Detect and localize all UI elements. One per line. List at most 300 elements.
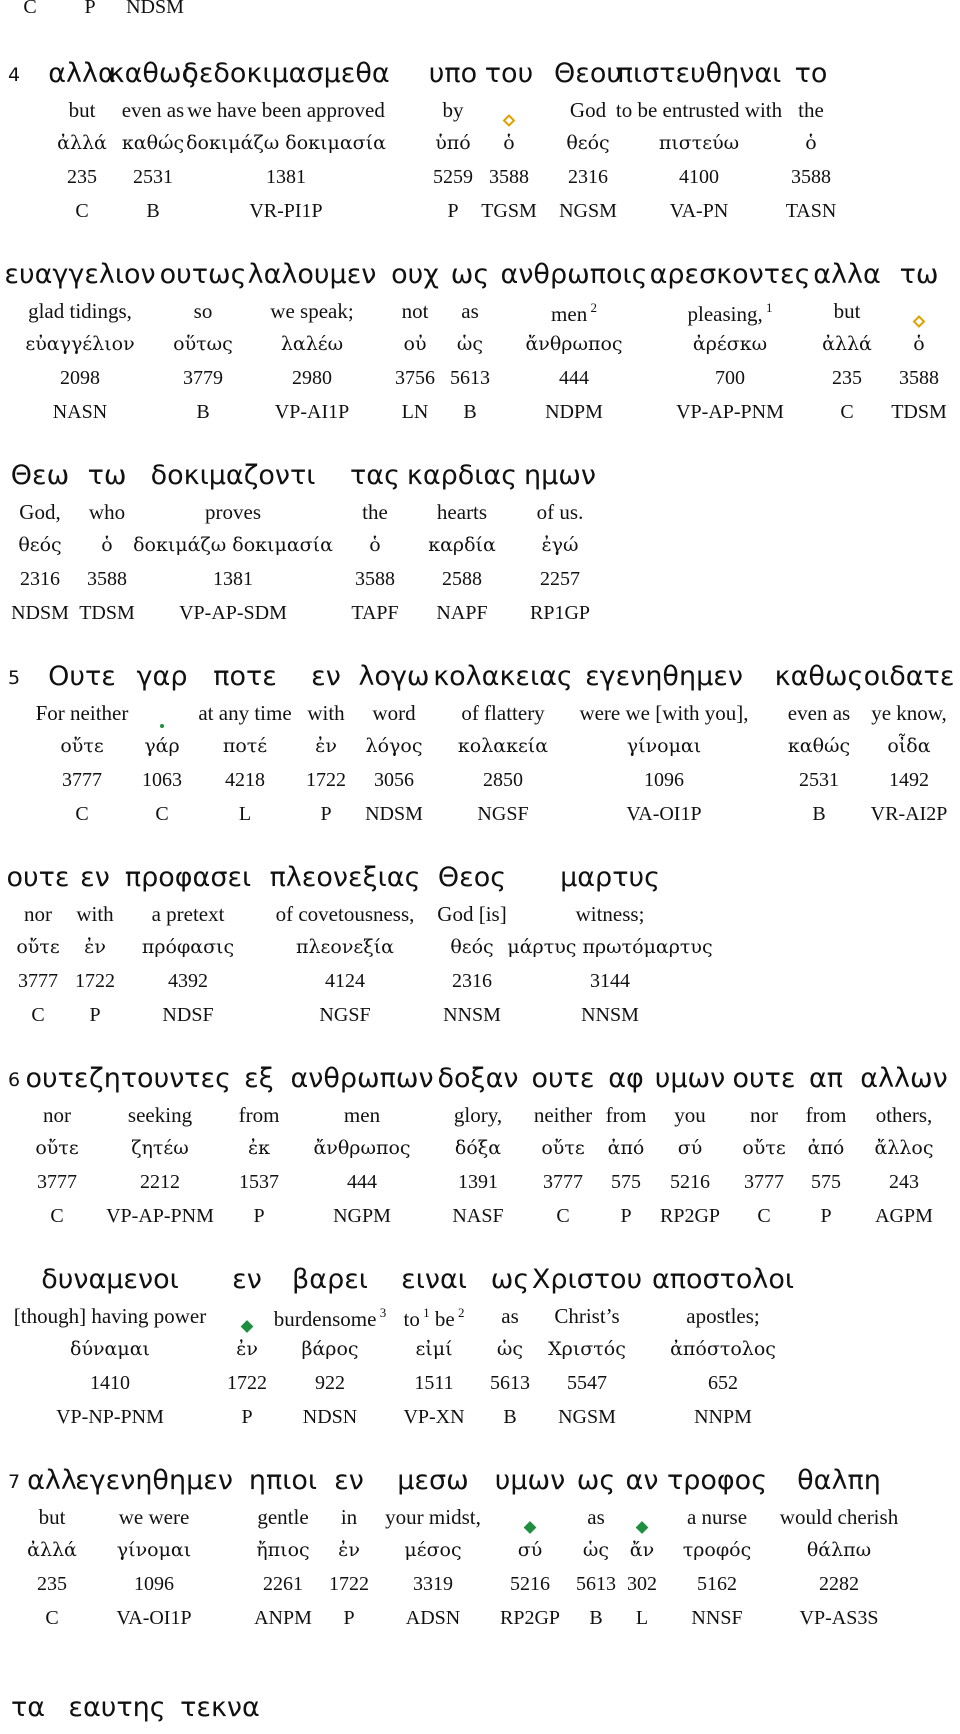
english-gloss: even as xyxy=(787,701,851,725)
english-gloss: we were xyxy=(118,1505,190,1529)
english-gloss: Christ’s xyxy=(554,1304,620,1328)
strongs-number: 700 xyxy=(715,367,745,389)
lemma: οὕτως xyxy=(173,333,233,355)
greek-word: τω xyxy=(899,259,939,290)
greek-word: λογω xyxy=(358,661,430,692)
lemma: ὁ xyxy=(913,333,925,355)
lemma: μάρτυς πρωτόμαρτυς xyxy=(507,936,713,958)
english-gloss: nor xyxy=(43,1103,71,1127)
strongs-number: 1722 xyxy=(75,970,115,992)
english-gloss: seeking xyxy=(127,1103,193,1127)
strongs-number: 235 xyxy=(37,1573,67,1595)
morph-code: NNSM xyxy=(581,1004,639,1026)
english-gloss: witness; xyxy=(575,902,645,926)
morph-code: C xyxy=(155,803,169,825)
morph-code: VR-AI2P xyxy=(870,803,948,825)
strongs-number: 4100 xyxy=(679,166,719,188)
strongs-number: 575 xyxy=(811,1171,841,1193)
strongs-number: 3779 xyxy=(183,367,223,389)
strongs-number: 2098 xyxy=(60,367,100,389)
greek-word: αλλα xyxy=(813,259,881,290)
lemma: ἄνθρωπος xyxy=(313,1137,411,1159)
greek-word: ανθρωποις xyxy=(500,259,648,290)
lemma: ὁ xyxy=(369,534,381,556)
strongs-number: 922 xyxy=(315,1372,345,1394)
lemma: οὔτε xyxy=(742,1137,786,1159)
morph-code: B xyxy=(196,401,210,423)
lemma: καθώς xyxy=(121,132,185,154)
morph-code: P xyxy=(620,1205,632,1227)
greek-word: τα xyxy=(10,1692,46,1723)
morph-code: ADSN xyxy=(405,1607,461,1629)
morph-code: C xyxy=(23,0,37,18)
greek-word: αλλα xyxy=(48,58,116,89)
morph-code: NAPF xyxy=(436,602,488,624)
greek-word: ποτε xyxy=(213,661,277,692)
english-gloss: [though] having power xyxy=(13,1304,207,1328)
english-gloss: a pretext xyxy=(151,902,225,926)
greek-word: αρεσκοντες xyxy=(649,259,811,290)
english-gloss-text: be xyxy=(429,1307,455,1331)
strongs-number: 2261 xyxy=(263,1573,303,1595)
english-gloss: of covetousness, xyxy=(275,902,415,926)
lemma: ὁ xyxy=(805,132,817,154)
english-gloss: at any time xyxy=(198,701,292,725)
lemma: ὁ xyxy=(503,132,515,154)
morph-code: NDPM xyxy=(545,401,603,423)
lemma: ποτέ xyxy=(222,735,268,757)
strongs-number: 3756 xyxy=(395,367,435,389)
greek-word: ουτε xyxy=(732,1063,796,1094)
dot-icon xyxy=(160,724,164,728)
morph-code: NDSN xyxy=(302,1406,358,1428)
greek-word: εξ xyxy=(244,1063,274,1094)
english-gloss: ye know, xyxy=(871,701,947,725)
strongs-number: 302 xyxy=(627,1573,657,1595)
lemma: ὑπό xyxy=(435,132,471,154)
diamond-icon xyxy=(524,1521,537,1534)
lemma: σύ xyxy=(677,1137,703,1159)
morph-code: B xyxy=(589,1607,603,1629)
strongs-number: 1381 xyxy=(266,166,306,188)
strongs-number: 1063 xyxy=(142,769,182,791)
lemma: οὔτε xyxy=(541,1137,585,1159)
strongs-number: 5613 xyxy=(450,367,490,389)
greek-word: αλλ xyxy=(27,1465,77,1496)
english-gloss: from xyxy=(805,1103,847,1127)
morph-code: B xyxy=(503,1406,517,1428)
lemma: ἀπόστολος xyxy=(670,1338,776,1360)
morph-code: P xyxy=(241,1406,253,1428)
lemma: ἄλλος xyxy=(874,1137,934,1159)
morph-code: NGSM xyxy=(559,200,617,222)
lemma: ζητέω xyxy=(131,1137,189,1159)
morph-code: VA-OI1P xyxy=(116,1607,192,1629)
lemma: καθώς xyxy=(787,735,851,757)
english-gloss: of flattery xyxy=(461,701,545,725)
morph-code: P xyxy=(253,1205,265,1227)
greek-word: ουτε xyxy=(531,1063,595,1094)
lemma: ἐν xyxy=(338,1539,360,1561)
greek-word: εν xyxy=(334,1465,364,1496)
lemma: ἀπό xyxy=(807,1137,845,1159)
morph-code: VP-AP-PNM xyxy=(106,1205,214,1227)
morph-code: C xyxy=(556,1205,570,1227)
morph-code: P xyxy=(320,803,332,825)
english-gloss: God [is] xyxy=(437,902,507,926)
english-gloss: you xyxy=(674,1103,706,1127)
greek-word: ανθρωπων xyxy=(290,1063,434,1094)
morph-code: VA-OI1P xyxy=(626,803,702,825)
greek-word: ως xyxy=(490,1264,530,1295)
greek-word: του xyxy=(484,58,534,89)
greek-word: οιδατε xyxy=(863,661,955,692)
english-gloss xyxy=(404,1307,465,1332)
strongs-number: 1096 xyxy=(644,769,684,791)
morph-code: NASN xyxy=(52,401,108,423)
greek-word: ζητουντες xyxy=(89,1063,231,1094)
lemma: ἀλλά xyxy=(27,1539,77,1561)
greek-word: δοκιμαζοντι xyxy=(150,460,316,491)
lemma: θάλπω xyxy=(806,1539,872,1561)
english-gloss: men xyxy=(343,1103,381,1127)
lemma: οἶδα xyxy=(887,735,931,757)
greek-word: Θεω xyxy=(10,460,70,491)
lemma: μέσος xyxy=(404,1539,462,1561)
diamond-icon xyxy=(636,1521,649,1534)
english-gloss xyxy=(274,1307,386,1332)
greek-word: ουτως xyxy=(159,259,247,290)
morph-code: C xyxy=(840,401,854,423)
greek-word: θαλπη xyxy=(797,1465,881,1496)
morph-code: TDSM xyxy=(79,602,135,624)
english-gloss: God xyxy=(569,98,607,122)
strongs-number: 2316 xyxy=(20,568,60,590)
strongs-number: 3588 xyxy=(791,166,831,188)
lemma: εἰμί xyxy=(415,1338,453,1360)
lemma: πιστεύω xyxy=(658,132,740,154)
strongs-number: 5216 xyxy=(510,1573,550,1595)
word-order-marker: 2 xyxy=(454,1305,465,1320)
english-gloss: we have been approved xyxy=(187,98,385,122)
morph-code: RP2GP xyxy=(659,1205,721,1227)
lemma: ἀπό xyxy=(607,1137,645,1159)
greek-word: καρδιας xyxy=(406,460,518,491)
lemma: οὔτε xyxy=(35,1137,79,1159)
strongs-number: 2316 xyxy=(568,166,608,188)
strongs-number: 2531 xyxy=(133,166,173,188)
lemma: ὁ xyxy=(101,534,113,556)
lemma: καρδία xyxy=(428,534,496,556)
greek-word: αποστολοι xyxy=(651,1264,795,1295)
strongs-number: 5613 xyxy=(490,1372,530,1394)
greek-word: εν xyxy=(80,862,110,893)
lemma: τροφός xyxy=(682,1539,752,1561)
strongs-number: 3056 xyxy=(374,769,414,791)
lemma: σύ xyxy=(517,1539,543,1561)
morph-code: B xyxy=(146,200,160,222)
strongs-number: 3777 xyxy=(543,1171,583,1193)
morph-code: TGSM xyxy=(481,200,537,222)
lemma: ἀλλά xyxy=(822,333,872,355)
verse-number: 6 xyxy=(8,1069,21,1091)
strongs-number: 3588 xyxy=(899,367,939,389)
english-gloss: from xyxy=(605,1103,647,1127)
greek-word: εγενηθημεν xyxy=(75,1465,233,1496)
strongs-number: 5613 xyxy=(576,1573,616,1595)
english-gloss: neither xyxy=(533,1103,593,1127)
lemma: πρόφασις xyxy=(141,936,235,958)
greek-word: Ουτε xyxy=(48,661,116,692)
lemma: δοκιμάζω δοκιμασία xyxy=(186,132,386,154)
lemma: λαλέω xyxy=(280,333,344,355)
morph-code: RP1GP xyxy=(529,602,591,624)
morph-code: ANPM xyxy=(254,1607,312,1629)
english-gloss-text: pleasing, xyxy=(687,302,763,326)
lemma: κολακεία xyxy=(457,735,549,757)
english-gloss: but xyxy=(833,299,861,323)
english-gloss xyxy=(551,302,597,327)
word-order-marker: 2 xyxy=(587,300,597,315)
english-gloss: from xyxy=(238,1103,280,1127)
morph-code: VP-XN xyxy=(403,1406,465,1428)
lemma: γίνομαι xyxy=(626,735,702,757)
english-gloss: nor xyxy=(24,902,52,926)
strongs-number: 5216 xyxy=(670,1171,710,1193)
morph-code: NASF xyxy=(452,1205,504,1227)
greek-word: καθως xyxy=(108,58,198,89)
verse-number: 4 xyxy=(8,64,21,86)
english-gloss: would cherish xyxy=(779,1505,899,1529)
greek-word: δυναμενοι xyxy=(41,1264,179,1295)
strongs-number: 5547 xyxy=(567,1372,607,1394)
lemma: ἀρέσκω xyxy=(692,333,768,355)
greek-word: ημων xyxy=(524,460,596,491)
lemma: ἐν xyxy=(236,1338,258,1360)
english-gloss: as xyxy=(461,299,479,323)
morph-code: VP-AS3S xyxy=(799,1607,879,1629)
greek-word: Θεος xyxy=(437,862,507,893)
english-gloss xyxy=(243,1312,252,1337)
greek-word: βαρει xyxy=(292,1264,368,1295)
greek-word: κολακειας xyxy=(433,661,573,692)
greek-word: Θεου xyxy=(554,58,622,89)
morph-code: C xyxy=(31,1004,45,1026)
english-gloss: but xyxy=(68,98,96,122)
strongs-number: 1511 xyxy=(414,1372,454,1394)
open-diamond-icon xyxy=(913,315,926,328)
strongs-number: 5259 xyxy=(433,166,473,188)
morph-code: NNSF xyxy=(691,1607,743,1629)
strongs-number: 1537 xyxy=(239,1171,279,1193)
strongs-number: 3777 xyxy=(18,970,58,992)
greek-word: ως xyxy=(576,1465,616,1496)
morph-code: NDSM xyxy=(365,803,423,825)
greek-word: αφ xyxy=(608,1063,644,1094)
strongs-number: 1410 xyxy=(90,1372,130,1394)
greek-word: ευαγγελιον xyxy=(4,259,156,290)
english-gloss: in xyxy=(340,1505,358,1529)
strongs-number: 2212 xyxy=(140,1171,180,1193)
english-gloss: even as xyxy=(121,98,185,122)
greek-word: τω xyxy=(87,460,127,491)
lemma: ὡς xyxy=(456,333,484,355)
english-gloss: not xyxy=(401,299,429,323)
english-gloss xyxy=(505,106,514,131)
greek-word: αν xyxy=(625,1465,659,1496)
strongs-number: 3588 xyxy=(87,568,127,590)
english-gloss: hearts xyxy=(436,500,488,524)
greek-word: αλλων xyxy=(860,1063,948,1094)
english-gloss: the xyxy=(798,98,824,122)
english-gloss: so xyxy=(193,299,213,323)
strongs-number: 444 xyxy=(347,1171,377,1193)
english-gloss: word xyxy=(372,701,416,725)
english-gloss: nor xyxy=(750,1103,778,1127)
verse-number: 7 xyxy=(8,1471,21,1493)
morph-code: TDSM xyxy=(891,401,947,423)
lemma: βάρος xyxy=(301,1338,359,1360)
greek-word: εαυτης xyxy=(68,1692,166,1723)
lemma: ἄνθρωπος xyxy=(525,333,623,355)
greek-word: ουχ xyxy=(391,259,439,290)
english-gloss: your midst, xyxy=(385,1505,481,1529)
morph-code: B xyxy=(463,401,477,423)
english-gloss: we speak; xyxy=(270,299,354,323)
greek-word: πλεονεξιας xyxy=(269,862,421,893)
strongs-number: 235 xyxy=(832,367,862,389)
english-gloss: as xyxy=(587,1505,605,1529)
morph-code: TAPF xyxy=(351,602,399,624)
strongs-number: 1391 xyxy=(458,1171,498,1193)
lemma: ἄν xyxy=(629,1539,655,1561)
lemma: δύναμαι xyxy=(70,1338,150,1360)
lemma: ὡς xyxy=(496,1338,524,1360)
open-diamond-icon xyxy=(503,114,516,127)
morph-code: VA-PN xyxy=(669,200,729,222)
lemma: θεός xyxy=(450,936,494,958)
morph-code: P xyxy=(84,0,96,18)
morph-code: VP-AI1P xyxy=(274,401,350,423)
word-order-marker: 1 xyxy=(419,1305,430,1320)
strongs-number: 2850 xyxy=(483,769,523,791)
strongs-number: 2316 xyxy=(452,970,492,992)
english-gloss: others, xyxy=(875,1103,933,1127)
english-gloss-text: to xyxy=(403,1307,420,1331)
greek-word: εγενηθημεν xyxy=(585,661,743,692)
strongs-number: 243 xyxy=(889,1171,919,1193)
strongs-number: 2257 xyxy=(540,568,580,590)
lemma: θεός xyxy=(18,534,62,556)
lemma: θεός xyxy=(566,132,610,154)
morph-code: NGSM xyxy=(558,1406,616,1428)
english-gloss xyxy=(526,1513,535,1538)
morph-code: VP-AP-SDM xyxy=(179,602,287,624)
strongs-number: 1722 xyxy=(306,769,346,791)
greek-word: μεσω xyxy=(397,1465,469,1496)
greek-word: ηπιοι xyxy=(248,1465,318,1496)
morph-code: NDSM xyxy=(126,0,184,18)
morph-code: P xyxy=(89,1004,101,1026)
english-gloss: to be entrusted with xyxy=(615,98,783,122)
lemma: ἐν xyxy=(84,936,106,958)
greek-word: πιστευθηναι xyxy=(616,58,782,89)
greek-word: τεκνα xyxy=(180,1692,260,1723)
strongs-number: 3319 xyxy=(413,1573,453,1595)
greek-word: υπο xyxy=(428,58,478,89)
morph-code: NGSF xyxy=(319,1004,371,1026)
english-gloss: glory, xyxy=(453,1103,503,1127)
english-gloss: with xyxy=(307,701,345,725)
greek-word: τας xyxy=(350,460,400,491)
english-gloss xyxy=(688,302,773,327)
morph-code: NGSF xyxy=(477,803,529,825)
english-gloss xyxy=(915,307,924,332)
morph-code: P xyxy=(820,1205,832,1227)
english-gloss: gentle xyxy=(257,1505,309,1529)
lemma: ὡς xyxy=(582,1539,610,1561)
strongs-number: 3588 xyxy=(355,568,395,590)
strongs-number: 4392 xyxy=(168,970,208,992)
english-gloss: glad tidings, xyxy=(28,299,132,323)
strongs-number: 575 xyxy=(611,1171,641,1193)
strongs-number: 2282 xyxy=(819,1573,859,1595)
greek-word: ειναι xyxy=(401,1264,467,1295)
greek-word: ως xyxy=(450,259,490,290)
strongs-number: 5162 xyxy=(697,1573,737,1595)
english-gloss: were we [with you], xyxy=(579,701,749,725)
strongs-number: 652 xyxy=(708,1372,738,1394)
strongs-number: 1492 xyxy=(889,769,929,791)
morph-code: P xyxy=(447,200,459,222)
lemma: ἐγώ xyxy=(541,534,579,556)
lemma: οὔτε xyxy=(16,936,60,958)
greek-word: ουτε xyxy=(6,862,70,893)
lemma: ἐκ xyxy=(247,1137,271,1159)
english-gloss: God, xyxy=(19,500,61,524)
english-gloss xyxy=(638,1513,647,1538)
morph-code: C xyxy=(45,1607,59,1629)
morph-code: NGPM xyxy=(333,1205,391,1227)
morph-code: AGPM xyxy=(875,1205,933,1227)
morph-code: VP-NP-PNM xyxy=(56,1406,164,1428)
strongs-number: 3144 xyxy=(590,970,630,992)
greek-word: απ xyxy=(808,1063,844,1094)
lemma: δοκιμάζω δοκιμασία xyxy=(133,534,333,556)
morph-code: TASN xyxy=(785,200,837,222)
greek-word: γαρ xyxy=(136,661,188,692)
greek-word: μαρτυς xyxy=(560,862,660,893)
greek-word: εν xyxy=(311,661,341,692)
lemma: Χριστός xyxy=(548,1338,626,1360)
word-order-marker: 3 xyxy=(376,1305,387,1320)
morph-code: NNPM xyxy=(694,1406,752,1428)
morph-code: NDSM xyxy=(11,602,69,624)
strongs-number: 2588 xyxy=(442,568,482,590)
greek-word: υμων xyxy=(654,1063,726,1094)
morph-code: VP-AP-PNM xyxy=(676,401,784,423)
greek-word: προφασει xyxy=(124,862,252,893)
diamond-icon xyxy=(241,1320,254,1333)
morph-code: L xyxy=(635,1607,649,1629)
lemma: εὐαγγέλιον xyxy=(25,333,135,355)
lemma: γάρ xyxy=(144,735,180,757)
greek-word: ουτε xyxy=(25,1063,89,1094)
morph-code: C xyxy=(75,803,89,825)
english-gloss: who xyxy=(88,500,126,524)
strongs-number: 235 xyxy=(67,166,97,188)
strongs-number: 2531 xyxy=(799,769,839,791)
